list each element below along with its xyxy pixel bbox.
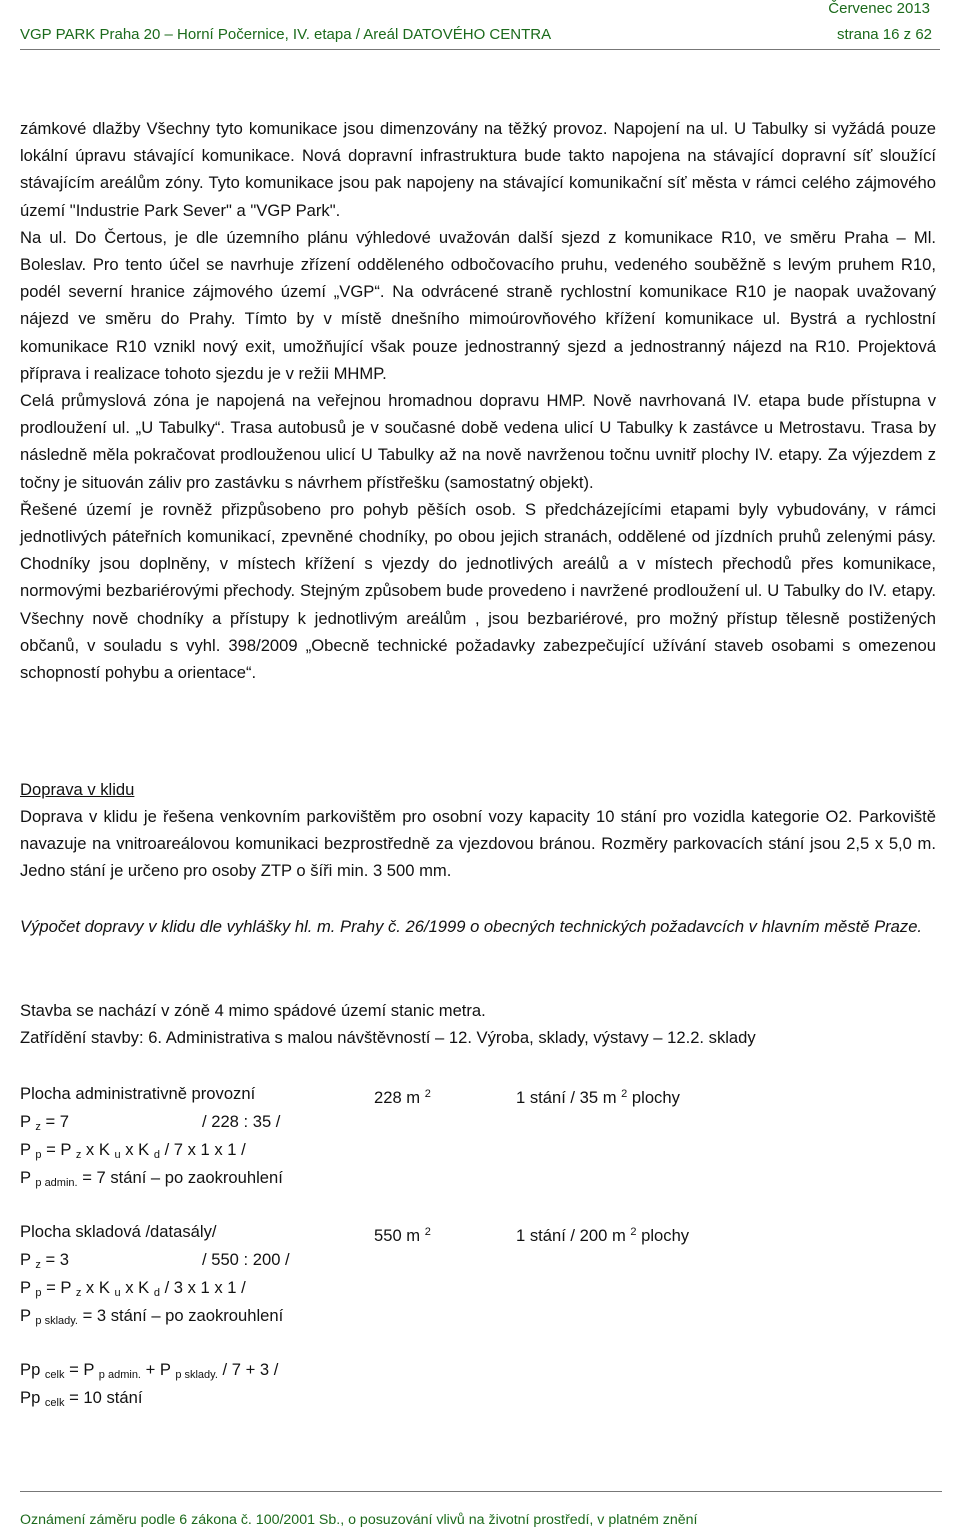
pp-result: P $_{p sklady.}$ = 3 stání – po zaokrouhlení <box>20 1306 284 1327</box>
classification-line: Zatřídění stavby: 6. Administrativa s malou návštěvností – 12. Výroba, sklady, výstavy – 12.2. sklady <box>20 1028 756 1047</box>
paragraph: Na ul. Do Čertous, je dle územního plánu výhledové uvažován další sjezd z komunikace R10, ve směru Praha – Ml. Boleslav. Pro tento účel se navrhuje zřízení odděleného odbočovacího pruhu, vedeného souběžně s levým pruhem R10, podél severní hranice zájmového území „VGP“. Na odvrácené straně rychlostní komunikace R10 je naopak uvažovaný nájezd ve směru do Prahy. Tímto by v místě dnešního mimoúrovňového křížení komunikace ul. Bystrá a rychlostní komunikace R10 vznikl nový exit, umožňující však pouze jednostranný sjezd a jednostranný nájezd na R10. Projektová příprava i realizace tohoto sjezdu je v režii MHMP. <box>20 227 936 383</box>
area-value: 228 m $^2$ <box>374 1088 431 1107</box>
calc-row <box>20 1108 920 1136</box>
calc-row <box>20 1302 920 1330</box>
total-calc <box>20 1356 920 1412</box>
calc-row <box>20 1246 920 1274</box>
header-date: Červenec 2013 <box>828 0 930 17</box>
calc-title <box>20 913 936 940</box>
calc-row <box>20 1218 920 1246</box>
pz-calc: / 228 : 35 / <box>202 1112 281 1131</box>
calc-row <box>20 1384 920 1412</box>
paragraph: Výpočet dopravy v klidu dle vyhlášky hl. m. Prahy č. 26/1999 o obecných technických požadavcích v hlavním městě Praze. <box>20 917 923 936</box>
pp-formula: P $_p$ = P $_z$ x K $_u$ x K $_d$ / 3 x 1 x 1 / <box>20 1278 246 1299</box>
calc-row <box>20 1080 920 1108</box>
parking-rate: 1 stání / 35 m $^2$ plochy <box>516 1088 680 1107</box>
parking-section <box>20 776 936 884</box>
page-footer <box>20 1491 942 1528</box>
total-result: Pp $_{celk}$ = 10 stání <box>20 1388 143 1409</box>
pz-line: P $_z$ = 7 <box>20 1112 70 1133</box>
footer-text: Oznámení záměru podle 6 zákona č. 100/2001 Sb., o posuzování vlivů na životní prostředí, v platném znění <box>20 1512 698 1528</box>
section-heading: Doprava v klidu <box>20 780 135 799</box>
header-title: VGP PARK Praha 20 – Horní Počernice, IV. etapa / Areál DATOVÉHO CENTRA <box>20 26 552 43</box>
paragraph: Řešené území je rovněž přizpůsobeno pro pohyb pěších osob. S předcházejícími etapami byly vybudovány, v rámci jednotlivých páteřních komunikací, zpevněné chodníky, po obou jejich stranách, oddělené od jízdních pruhů zelenými pásy. Chodníky jsou doplněny, v místech křížení s vjezdy do jednotlivých areálů a v místech přechodů přes komunikace, normovými bezbariérovými přechody. Stejným způsobem bude provedeno i navržené prodloužení ul. U Tabulky do IV. etapy. Všechny nově chodníky a přístupy k jednotlivým areálům , jsou bezbariérové, pro možný přístup tělesně postižených občanů, v souladu s vyhl. 398/2009 „Obecně technické požadavky zabezpečující užívání staveb osobami s omezenou schopností pohybu a orientace“. <box>20 499 936 683</box>
calc-row <box>20 1136 920 1164</box>
admin-calc <box>20 1080 920 1192</box>
calc-row <box>20 1274 920 1302</box>
area-label: Plocha administrativně provozní <box>20 1084 256 1103</box>
parking-rate: 1 stání / 200 m $^2$ plochy <box>516 1226 690 1245</box>
paragraph: Celá průmyslová zóna je napojená na veřejnou hromadnou dopravu HMP. Nově navrhovaná IV. etapa bude přístupna v prodloužení ul. „U Tabulky“. Trasa autobusů je v současné době vedena ulicí U Tabulky k zastávce u Metrostavu. Trasa by následně měla pokračovat prodlouženou ulicí U Tabulky až na nově navrženou točnu uvnitř plochy IV. etapy. Za výjezdem z točny je situován záliv pro zastávku s návrhem přístřešku (samostatný objekt). <box>20 391 936 492</box>
traffic-text <box>20 115 936 686</box>
paragraph: zámkové dlažby Všechny tyto komunikace jsou dimenzovány na těžký provoz. Napojení na ul. U Tabulky si vyžádá pouze lokální úpravu stávající komunikace. Nová dopravní infrastruktura bude takto napojena na stávající dopravní síť sloužící stávajícím areálům zóny. Tyto komunikace jsou pak napojeny na stávající komunikační síť města v rámci celého zájmového území "Industrie Park Sever" a "VGP Park". <box>20 119 936 220</box>
pz-line: P $_z$ = 3 <box>20 1250 70 1271</box>
calc-row <box>20 1164 920 1192</box>
pp-result: P $_{p admin.}$ = 7 stání – po zaokrouhlení <box>20 1168 283 1189</box>
pz-calc: / 550 : 200 / <box>202 1250 290 1269</box>
paragraph: Doprava v klidu je řešena venkovním parkovištěm pro osobní vozy kapacity 10 stání pro vozidla kategorie O2. Parkoviště navazuje na vnitroareálovou komunikaci bezprostředně za vjezdovou bránou. Rozměry parkovacích stání jsou 2,5 x 5,0 m. Jedno stání je určeno pro osoby ZTP o šíři min. 3 500 mm. <box>20 807 936 880</box>
page-number: strana 16 z 62 <box>836 26 932 43</box>
zone-line: Stavba se nachází v zóně 4 mimo spádové území stanic metra. <box>20 1001 486 1020</box>
storage-calc <box>20 1218 920 1330</box>
calc-row <box>20 1356 920 1384</box>
area-value: 550 m $^2$ <box>374 1226 431 1245</box>
page-header <box>20 24 940 50</box>
total-formula: Pp $_{celk}$ = P $_{p admin.}$ + P $_{p sklady.}$ / 7 + 3 / <box>20 1360 279 1381</box>
area-label: Plocha skladová /datasály/ <box>20 1222 217 1241</box>
pp-formula: P $_p$ = P $_z$ x K $_u$ x K $_d$ / 7 x 1 x 1 / <box>20 1140 246 1161</box>
zone-info <box>20 997 936 1051</box>
